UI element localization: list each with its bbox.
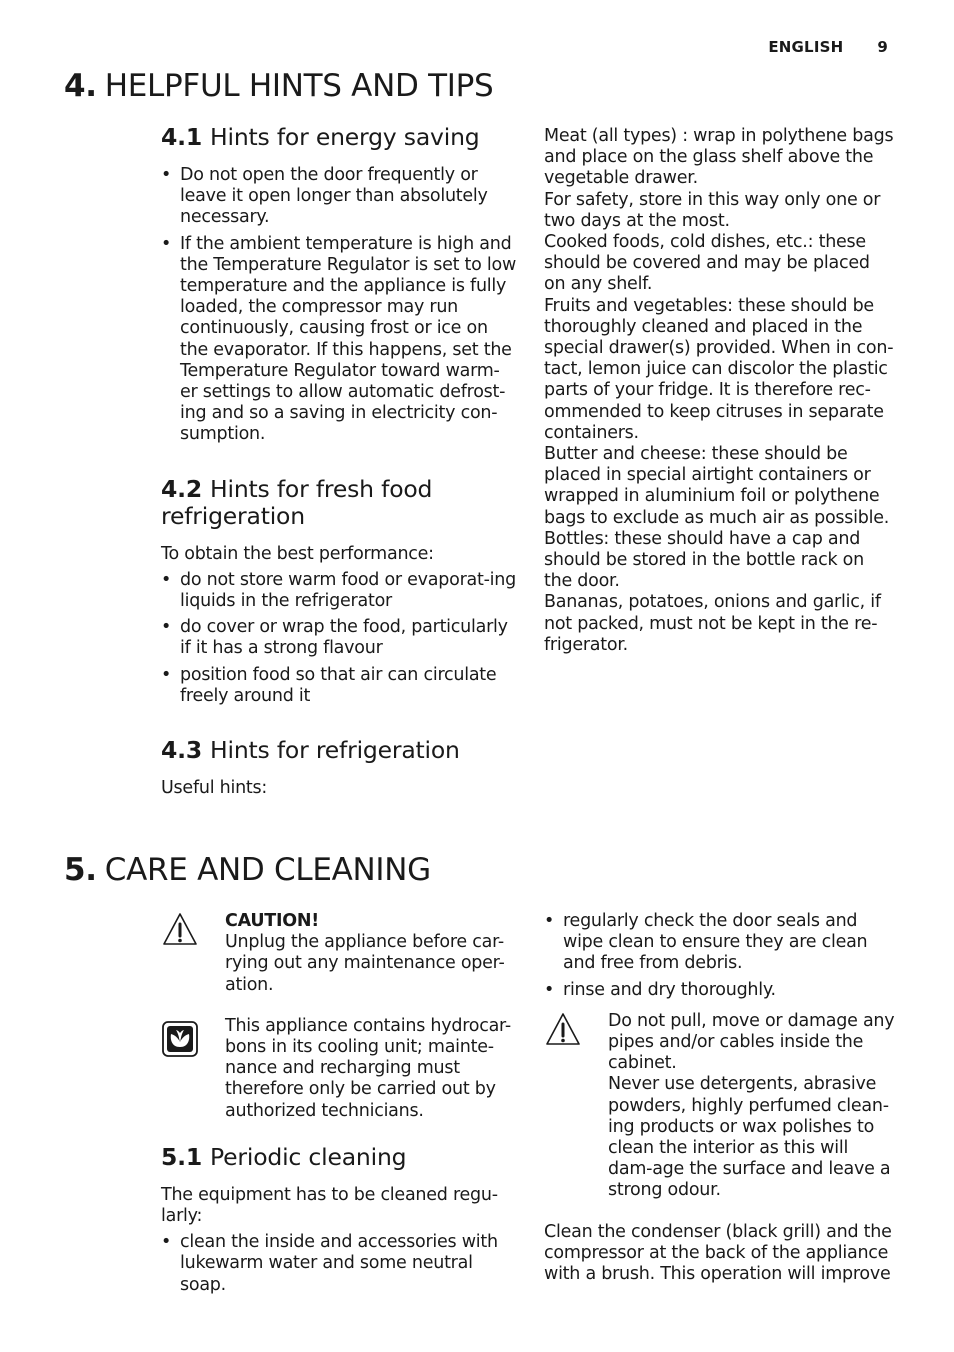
- chapter-4-right-column: [544, 126, 896, 656]
- caution-notice: [161, 911, 517, 996]
- periodic-cleaning-list: [161, 1232, 517, 1296]
- warning-notice: [544, 1011, 896, 1202]
- list-item: • clean the inside and accessories with lukewarm water and some neutral soap.: [161, 1232, 517, 1296]
- warning-triangle-icon: [544, 1011, 582, 1049]
- section-title: Hints for energy saving: [210, 123, 480, 151]
- section-5-1-heading: [161, 1144, 517, 1171]
- section-title: Periodic cleaning: [210, 1142, 407, 1171]
- chapter-number: 4.: [64, 68, 97, 104]
- condenser-paragraph: Clean the condenser (black grill) and the compressor at the back of the appliance with a brush. This operation will improve: [544, 1221, 892, 1285]
- paragraph: Fruits and vegetables: these should be thoroughly cleaned and placed in the special drawer(s) provided. When in con-tact, lemon juice can discolor the plastic parts of your fridge. It is therefore rec-ommended to keep citruses in separate containers.: [544, 295, 894, 443]
- warning-text: Never use detergents, abrasive powders, highly perfumed clean-ing products or wax polishes to clean the interior as this will dam-age the surface and leave a strong odour.: [608, 1074, 891, 1201]
- list-item: • rinse and dry thoroughly.: [544, 980, 896, 1001]
- list-item: • do cover or wrap the food, particularly if it has a strong flavour: [161, 617, 517, 659]
- environment-text: This appliance contains hydrocar-bons in its cooling unit; mainte-nance and recharging must therefore only be carried out by authorized technicians.: [225, 1015, 511, 1121]
- section-number: 4.2: [161, 474, 203, 503]
- language-label: ENGLISH: [768, 38, 844, 56]
- section-intro: Useful hints:: [161, 778, 268, 799]
- list-item: • If the ambient temperature is high and the Temperature Regulator is set to low temperature and the appliance is fully loaded, the compressor may run continuously, causing frost or ice on the evaporator. If this happens, set the Temperature Regulator toward warm-er settings to allow automatic defrost-ing and so a saving in electricity con-sumption.: [161, 234, 517, 446]
- section-intro: The equipment has to be cleaned regu-larly:: [161, 1184, 498, 1227]
- paragraph: Cooked foods, cold dishes, etc.: these should be covered and may be placed on any shelf.: [544, 232, 870, 295]
- cleaning-steps-list: [544, 911, 896, 1001]
- chapter-5-left-column: [161, 911, 517, 1301]
- paragraph: Meat (all types) : wrap in polythene bags and place on the glass shelf above the vegetable drawer.: [544, 126, 894, 189]
- caution-text: Unplug the appliance before car-rying out any maintenance oper-ation.: [225, 932, 505, 995]
- energy-saving-list: [161, 165, 517, 446]
- section-number: 4.1: [161, 123, 203, 151]
- warning-triangle-icon: [161, 911, 199, 949]
- section-title: Hints for fresh food refrigeration: [161, 474, 433, 530]
- paragraph: Butter and cheese: these should be placed in special airtight containers or wrapped in aluminium foil or polythene bags to exclude as much air as possible.: [544, 444, 890, 528]
- chapter-4-left-column: [161, 124, 517, 799]
- section-title: Hints for refrigeration: [210, 736, 460, 765]
- page-number: 9: [877, 38, 888, 56]
- section-number: 5.1: [161, 1142, 203, 1171]
- list-item: • regularly check the door seals and wipe clean to ensure they are clean and free from debris.: [544, 911, 896, 975]
- list-item: • position food so that air can circulate freely around it: [161, 665, 517, 707]
- chapter-5-heading: [64, 852, 431, 888]
- warning-text: Do not pull, move or damage any pipes and/or cables inside the cabinet.: [608, 1010, 895, 1074]
- chapter-5-right-column: [544, 911, 896, 1285]
- fresh-food-list: [161, 570, 517, 707]
- paragraph: For safety, store in this way only one or two days at the most.: [544, 189, 881, 231]
- page-header: [768, 38, 888, 56]
- section-intro: To obtain the best performance:: [161, 543, 434, 564]
- paragraph: Bananas, potatoes, onions and garlic, if not packed, must not be kept in the re-frigerator.: [544, 592, 881, 655]
- chapter-title: CARE AND CLEANING: [104, 852, 431, 888]
- list-item: • Do not open the door frequently or leave it open longer than absolutely necessary.: [161, 165, 517, 229]
- section-4-3-heading: [161, 737, 517, 764]
- environment-icon: [161, 1020, 199, 1058]
- section-4-1-heading: [161, 124, 517, 151]
- chapter-number: 5.: [64, 852, 97, 888]
- section-number: 4.3: [161, 736, 203, 765]
- section-4-2-heading: [161, 476, 517, 530]
- chapter-4-heading: [64, 68, 493, 104]
- chapter-title: HELPFUL HINTS AND TIPS: [104, 68, 494, 104]
- paragraph: Bottles: these should have a cap and should be stored in the bottle rack on the door.: [544, 528, 864, 592]
- list-item: • do not store warm food or evaporat-ing liquids in the refrigerator: [161, 570, 517, 612]
- caution-title: CAUTION!: [225, 911, 320, 931]
- environment-notice: [161, 1016, 517, 1122]
